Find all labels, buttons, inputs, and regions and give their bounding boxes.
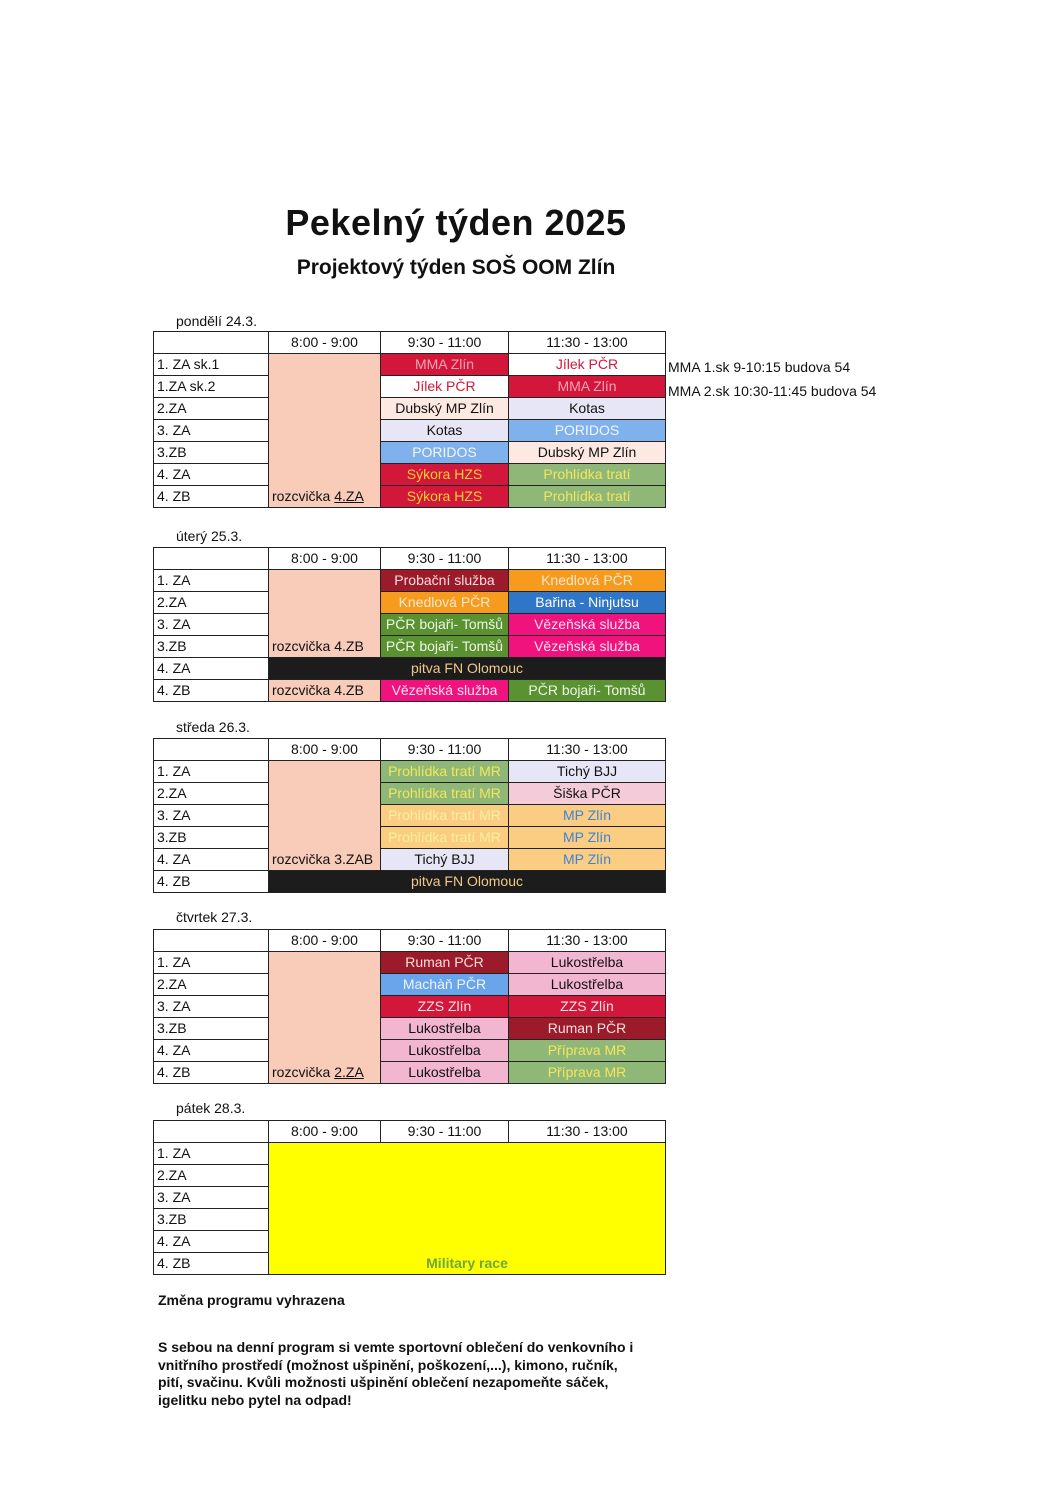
activity-cell: Tichý BJJ: [381, 849, 509, 871]
activity-cell: Kotas: [509, 398, 666, 420]
activity-cell: ZZS Zlín: [509, 996, 666, 1018]
table-row: [154, 761, 666, 783]
activity-cell: Prohlídka tratí MR: [381, 827, 509, 849]
activity-cell: Lukostřelba: [509, 952, 666, 974]
schedule-wednesday: [153, 738, 666, 893]
table-row: [154, 1062, 666, 1084]
header-row: [154, 548, 666, 570]
activity-cell: ZZS Zlín: [381, 996, 509, 1018]
table-row: [154, 1143, 666, 1165]
warmup-cell: rozcvička 4.ZB: [269, 680, 381, 702]
table-row: [154, 849, 666, 871]
table-row: [154, 952, 666, 974]
header-row: [154, 1121, 666, 1143]
group-label: 4. ZB: [154, 1062, 269, 1084]
day-label-wednesday: středa 26.3.: [176, 719, 250, 735]
group-label: 1. ZA: [154, 570, 269, 592]
schedule-monday: [153, 331, 666, 508]
activity-cell: Vězeňská služba: [509, 614, 666, 636]
group-label: 3. ZA: [154, 805, 269, 827]
activity-cell: PČR bojaři- Tomšů: [509, 680, 666, 702]
group-label: 2.ZA: [154, 398, 269, 420]
table-row: [154, 464, 666, 486]
activity-cell: Lukostřelba: [381, 1040, 509, 1062]
group-label: 3.ZB: [154, 827, 269, 849]
table-row: [154, 658, 666, 680]
activity-cell: Jílek PČR: [509, 354, 666, 376]
activity-cell: Kotas: [381, 420, 509, 442]
header-empty: [154, 332, 269, 354]
time-slot-1: 8:00 - 9:00: [269, 548, 381, 570]
military-race-block: Military race: [269, 1143, 666, 1275]
time-slot-2: 9:30 - 11:00: [381, 739, 509, 761]
group-label: 1. ZA: [154, 761, 269, 783]
group-label: 4. ZB: [154, 486, 269, 508]
activity-cell: Vězeňská služba: [509, 636, 666, 658]
table-row: [154, 614, 666, 636]
header-row: [154, 930, 666, 952]
activity-cell: MP Zlín: [509, 805, 666, 827]
table-row: [154, 398, 666, 420]
table-row: [154, 636, 666, 658]
activity-cell: Prohlídka tratí MR: [381, 761, 509, 783]
group-label: 1. ZA: [154, 952, 269, 974]
side-note-mma-1: MMA 1.sk 9-10:15 budova 54: [668, 359, 851, 375]
group-label: 4. ZA: [154, 849, 269, 871]
table-row: [154, 486, 666, 508]
activity-cell: Bařina - Ninjutsu: [509, 592, 666, 614]
time-slot-3: 11:30 - 13:00: [509, 930, 666, 952]
instructions-line: pití, svačinu. Kvůli možnosti ušpinění oblečení nezapomeňte sáček,: [158, 1374, 609, 1390]
table-row: [154, 1018, 666, 1040]
group-label: 3. ZA: [154, 996, 269, 1018]
group-label: 4. ZB: [154, 1253, 269, 1275]
activity-cell: PORIDOS: [509, 420, 666, 442]
activity-cell: MMA Zlín: [381, 354, 509, 376]
day-label-thursday: čtvrtek 27.3.: [176, 909, 253, 925]
warmup-cell: rozcvička 4.ZA: [269, 354, 381, 508]
activity-cell: MMA Zlín: [509, 376, 666, 398]
table-row: [154, 442, 666, 464]
table-row: [154, 570, 666, 592]
activity-cell: Sýkora HZS: [381, 486, 509, 508]
activity-cell: Dubský MP Zlín: [509, 442, 666, 464]
instructions-line: vnitřního prostředí (možnost ušpinění, poškození,...), kimono, ručník,: [158, 1356, 618, 1373]
time-slot-3: 11:30 - 13:00: [509, 548, 666, 570]
activity-cell: Knedlová PČR: [381, 592, 509, 614]
table-row: [154, 1040, 666, 1062]
activity-cell: Příprava MR: [509, 1062, 666, 1084]
table-row: [154, 783, 666, 805]
group-label: 3.ZB: [154, 442, 269, 464]
group-label: 3. ZA: [154, 1187, 269, 1209]
group-label: 3.ZB: [154, 1209, 269, 1231]
time-slot-1: 8:00 - 9:00: [269, 332, 381, 354]
activity-cell: Lukostřelba: [509, 974, 666, 996]
activity-cell: MP Zlín: [509, 849, 666, 871]
schedule-tuesday: [153, 547, 666, 702]
group-label: 1. ZA: [154, 1143, 269, 1165]
time-slot-1: 8:00 - 9:00: [269, 1121, 381, 1143]
group-label: 2.ZA: [154, 783, 269, 805]
time-slot-1: 8:00 - 9:00: [269, 739, 381, 761]
table-row: [154, 680, 666, 702]
group-label: 3.ZB: [154, 1018, 269, 1040]
group-label: 3. ZA: [154, 614, 269, 636]
program-change-note: Změna programu vyhrazena: [158, 1292, 345, 1308]
activity-cell: Prohlídka tratí MR: [381, 805, 509, 827]
table-row: [154, 996, 666, 1018]
group-label: 2.ZA: [154, 592, 269, 614]
group-label: 4. ZB: [154, 680, 269, 702]
header-row: [154, 332, 666, 354]
activity-cell: Šiška PČR: [509, 783, 666, 805]
time-slot-3: 11:30 - 13:00: [509, 1121, 666, 1143]
schedule-friday: [153, 1120, 666, 1275]
warmup-cell: rozcvička 3.ZAB: [269, 761, 381, 871]
group-label: 1.ZA sk.2: [154, 376, 269, 398]
instructions-paragraph: [158, 1339, 678, 1409]
group-label: 4. ZA: [154, 1231, 269, 1253]
activity-cell: Knedlová PČR: [509, 570, 666, 592]
activity-cell: Tichý BJJ: [509, 761, 666, 783]
day-label-monday: pondělí 24.3.: [176, 313, 257, 329]
time-slot-2: 9:30 - 11:00: [381, 548, 509, 570]
time-slot-2: 9:30 - 11:00: [381, 332, 509, 354]
table-row: [154, 354, 666, 376]
header-empty: [154, 930, 269, 952]
instructions-line: igelitku nebo pytel na odpad!: [158, 1391, 352, 1408]
activity-cell: Machàň PČR: [381, 974, 509, 996]
activity-cell: Prohlídka tratí: [509, 486, 666, 508]
activity-cell: PČR bojaři- Tomšů: [381, 614, 509, 636]
activity-cell: Ruman PČR: [381, 952, 509, 974]
table-row: [154, 420, 666, 442]
activity-cell: Lukostřelba: [381, 1062, 509, 1084]
header-empty: [154, 1121, 269, 1143]
activity-cell: Příprava MR: [509, 1040, 666, 1062]
activity-cell: MP Zlín: [509, 827, 666, 849]
activity-cell: Ruman PČR: [509, 1018, 666, 1040]
page-subtitle: Projektový týden SOŠ OOM Zlín: [296, 256, 616, 279]
time-slot-3: 11:30 - 13:00: [509, 739, 666, 761]
time-slot-2: 9:30 - 11:00: [381, 930, 509, 952]
header-empty: [154, 739, 269, 761]
warmup-cell: rozcvička 2.ZA: [269, 952, 381, 1084]
table-row: [154, 376, 666, 398]
table-row: [154, 827, 666, 849]
group-label: 3.ZB: [154, 636, 269, 658]
table-row: [154, 974, 666, 996]
activity-cell: Prohlídka tratí: [509, 464, 666, 486]
time-slot-1: 8:00 - 9:00: [269, 930, 381, 952]
activity-cell: Sýkora HZS: [381, 464, 509, 486]
time-slot-3: 11:30 - 13:00: [509, 332, 666, 354]
page-title: Pekelný týden 2025: [285, 202, 627, 243]
table-row: [154, 592, 666, 614]
day-label-tuesday: úterý 25.3.: [176, 528, 243, 544]
group-label: 2.ZA: [154, 974, 269, 996]
header-row: [154, 739, 666, 761]
table-row: [154, 805, 666, 827]
activity-cell: Dubský MP Zlín: [381, 398, 509, 420]
warmup-cell: rozcvička 4.ZB: [269, 570, 381, 658]
group-label: 4. ZA: [154, 1040, 269, 1062]
schedule-thursday: [153, 929, 666, 1084]
group-label: 4. ZA: [154, 464, 269, 486]
group-label: 3. ZA: [154, 420, 269, 442]
activity-cell: Lukostřelba: [381, 1018, 509, 1040]
activity-cell: PORIDOS: [381, 442, 509, 464]
group-label: 4. ZB: [154, 871, 269, 893]
activity-cell: Vězeňská služba: [381, 680, 509, 702]
group-label: 4. ZA: [154, 658, 269, 680]
activity-cell: Jílek PČR: [381, 376, 509, 398]
activity-span-cell: pitva FN Olomouc: [269, 658, 666, 680]
time-slot-2: 9:30 - 11:00: [381, 1121, 509, 1143]
header-empty: [154, 548, 269, 570]
day-label-friday: pátek 28.3.: [176, 1100, 246, 1116]
activity-span-cell: pitva FN Olomouc: [269, 871, 666, 893]
activity-cell: Prohlídka tratí MR: [381, 783, 509, 805]
instructions-line: S sebou na denní program si vemte sportovní oblečení do venkovního i: [158, 1339, 634, 1355]
group-label: 2.ZA: [154, 1165, 269, 1187]
side-note-mma-2: MMA 2.sk 10:30-11:45 budova 54: [668, 383, 877, 399]
activity-cell: Probační služba: [381, 570, 509, 592]
group-label: 1. ZA sk.1: [154, 354, 269, 376]
table-row: [154, 871, 666, 893]
activity-cell: PČR bojaři- Tomšů: [381, 636, 509, 658]
